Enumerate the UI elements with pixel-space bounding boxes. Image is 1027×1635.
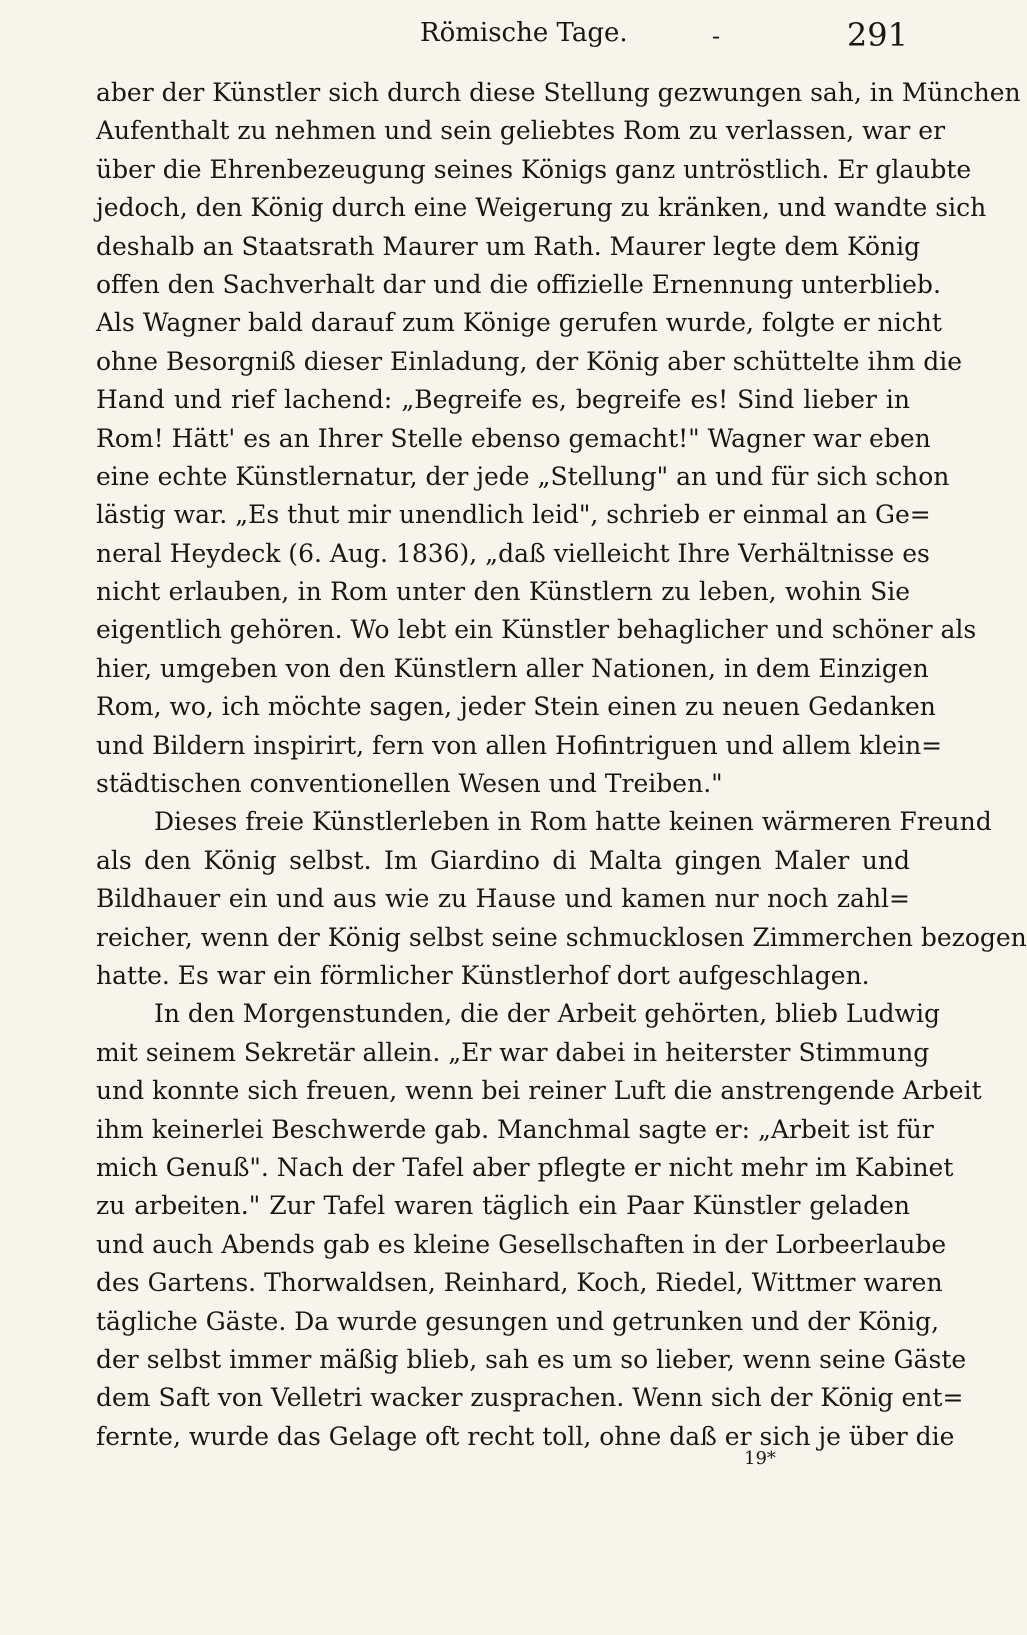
text-line: Bildhauer ein und aus wie zu Hause und kamen nur noch zahl= — [96, 884, 910, 914]
text-line: In den Morgenstunden, die der Arbeit gehörten, blieb Ludwig — [154, 999, 940, 1029]
text-line: hatte. Es war ein förmlicher Künstlerhof dort aufgeschlagen. — [96, 960, 870, 990]
text-line: fernte, wurde das Gelage oft recht toll, ohne daß er sich je über die — [96, 1421, 955, 1451]
text-line: zu arbeiten." Zur Tafel waren täglich ein Paar Künstler geladen — [96, 1191, 910, 1221]
text-line: Als Wagner bald darauf zum Könige gerufen wurde, folgte er nicht — [96, 308, 942, 338]
text-line: ohne Besorgniß dieser Einladung, der König aber schüttelte ihm die — [96, 346, 963, 376]
running-title: Römische Tage. — [420, 18, 628, 48]
header-dash: - — [712, 22, 721, 50]
text-line: Rom, wo, ich möchte sagen, jeder Stein einen zu neuen Gedanken — [96, 692, 936, 722]
text-line: nicht erlauben, in Rom unter den Künstlern zu leben, wohin Sie — [96, 577, 910, 607]
text-line: offen den Sachverhalt dar und die offizielle Ernennung unterblieb. — [96, 269, 941, 299]
text-line: und Bildern inspirirt, fern von allen Hofintriguen und allem klein= — [96, 730, 943, 760]
text-line: der selbst immer mäßig blieb, sah es um so lieber, wenn seine Gäste — [96, 1344, 967, 1374]
signature-mark: 19* — [744, 1448, 776, 1469]
text-line: eigentlich gehören. Wo lebt ein Künstler behaglicher und schöner als — [96, 615, 977, 645]
text-line: jedoch, den König durch eine Weigerung zu kränken, und wandte sich — [96, 193, 987, 223]
text-line: ihm keinerlei Beschwerde gab. Manchmal sagte er: „Arbeit ist für — [96, 1114, 934, 1144]
text-line: als den König selbst. Im Giardino di Malta gingen Maler und — [96, 845, 910, 875]
text-line: lästig war. „Es thut mir unendlich leid", schrieb er einmal an Ge= — [96, 500, 931, 530]
text-line: reicher, wenn der König selbst seine schmucklosen Zimmerchen bezogen — [96, 922, 1027, 952]
text-line: dem Saft von Velletri wacker zusprachen. Wenn sich der König ent= — [96, 1383, 964, 1413]
text-line: hier, umgeben von den Künstlern aller Nationen, in dem Einzigen — [96, 653, 929, 683]
text-line: Aufenthalt zu nehmen und sein geliebtes Rom zu verlassen, war er — [96, 116, 946, 146]
text-line: mit seinem Sekretär allein. „Er war dabei in heiterster Stimmung — [96, 1037, 930, 1067]
text-line: deshalb an Staatsrath Maurer um Rath. Maurer legte dem König — [96, 231, 921, 261]
page-number: 291 — [846, 16, 908, 54]
text-line: städtischen conventionellen Wesen und Treiben." — [96, 769, 723, 799]
text-line: aber der Künstler sich durch diese Stellung gezwungen sah, in München — [96, 78, 1021, 107]
text-line: über die Ehrenbezeugung seines Königs ganz untröstlich. Er glaubte — [96, 154, 972, 184]
text-line: mich Genuß". Nach der Tafel aber pflegte er nicht mehr im Kabinet — [96, 1152, 954, 1182]
text-line: eine echte Künstlernatur, der jede „Stellung" an und für sich schon — [96, 461, 950, 491]
text-line: Hand und rief lachend: „Begreife es, begreife es! Sind lieber in — [96, 385, 910, 415]
text-line: des Gartens. Thorwaldsen, Reinhard, Koch, Riedel, Wittmer waren — [96, 1268, 943, 1298]
text-line: tägliche Gäste. Da wurde gesungen und getrunken und der König, — [96, 1306, 940, 1336]
text-line: Dieses freie Künstlerleben in Rom hatte keinen wärmeren Freund — [154, 807, 992, 837]
text-line: und auch Abends gab es kleine Gesellschaften in der Lorbeerlaube — [96, 1229, 947, 1259]
text-line: neral Heydeck (6. Aug. 1836), „daß vielleicht Ihre Verhältnisse es — [96, 538, 930, 568]
body-text — [96, 74, 1027, 1456]
text-line: und konnte sich freuen, wenn bei reiner Luft die anstrengende Arbeit — [96, 1076, 982, 1106]
text-line: Rom! Hätt' es an Ihrer Stelle ebenso gemacht!" Wagner war eben — [96, 423, 931, 453]
